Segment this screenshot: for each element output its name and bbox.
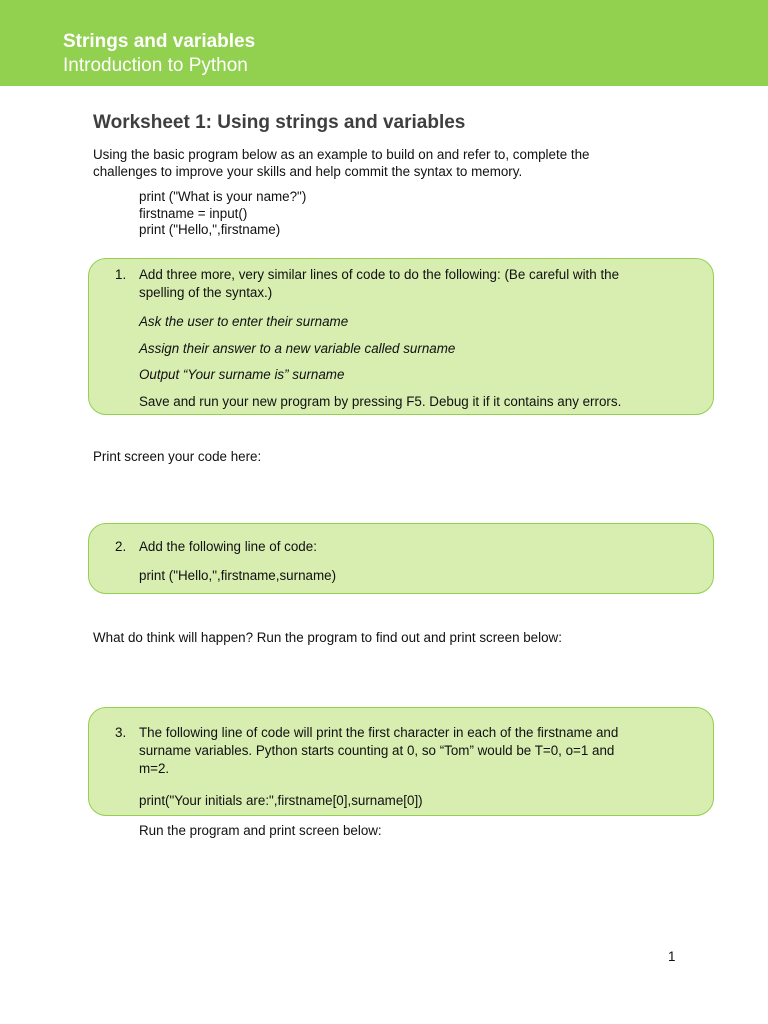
example-code-block xyxy=(139,189,306,239)
task-code-line: print ("Hello,",firstname,surname) xyxy=(139,568,337,583)
task-step: Ask the user to enter their surname xyxy=(139,314,349,329)
intro-line: Using the basic program below as an example to build on and refer to, complete the xyxy=(93,147,590,162)
prompt-after-task-3: Run the program and print screen below: xyxy=(139,823,382,838)
task-step: Output “Your surname is” surname xyxy=(139,367,345,382)
header-band xyxy=(0,0,768,86)
task-instruction-line: surname variables. Python starts counting at 0, so “Tom” would be T=0, o=1 and xyxy=(139,743,615,758)
worksheet-heading: Worksheet 1: Using strings and variables xyxy=(93,112,466,133)
task-number: 3. xyxy=(115,725,127,740)
task-number: 2. xyxy=(115,539,127,554)
code-line: print ("What is your name?") xyxy=(139,189,307,204)
task-code-line: print("Your initials are:",firstname[0],surname[0]) xyxy=(139,793,423,808)
task-instruction-line: spelling of the syntax.) xyxy=(139,285,273,300)
code-line: print ("Hello,",firstname) xyxy=(139,222,281,237)
prompt-after-task-2: What do think will happen? Run the program to find out and print screen below: xyxy=(93,630,562,645)
task-number: 1. xyxy=(115,267,127,282)
document-subtitle: Introduction to Python xyxy=(63,55,248,76)
intro-line: challenges to improve your skills and help commit the syntax to memory. xyxy=(93,163,523,179)
task-instruction-line: The following line of code will print the first character in each of the firstname and xyxy=(139,725,619,740)
task-note: Save and run your new program by pressing F5. Debug it if it contains any errors. xyxy=(139,394,622,409)
task-instruction-line: m=2. xyxy=(139,761,170,776)
page-number: 1 xyxy=(668,949,676,964)
code-line: firstname = input() xyxy=(139,205,248,221)
task-instruction-line: Add the following line of code: xyxy=(139,539,317,554)
prompt-after-task-1: Print screen your code here: xyxy=(93,449,262,464)
task-step: Assign their answer to a new variable called surname xyxy=(139,341,456,356)
intro-paragraph xyxy=(93,147,589,180)
task-box-1 xyxy=(88,258,714,415)
task-box-3 xyxy=(88,707,714,816)
document-title: Strings and variables xyxy=(63,31,256,52)
task-instruction-line: Add three more, very similar lines of code to do the following: (Be careful with the xyxy=(139,267,620,282)
task-box-2 xyxy=(88,523,714,594)
